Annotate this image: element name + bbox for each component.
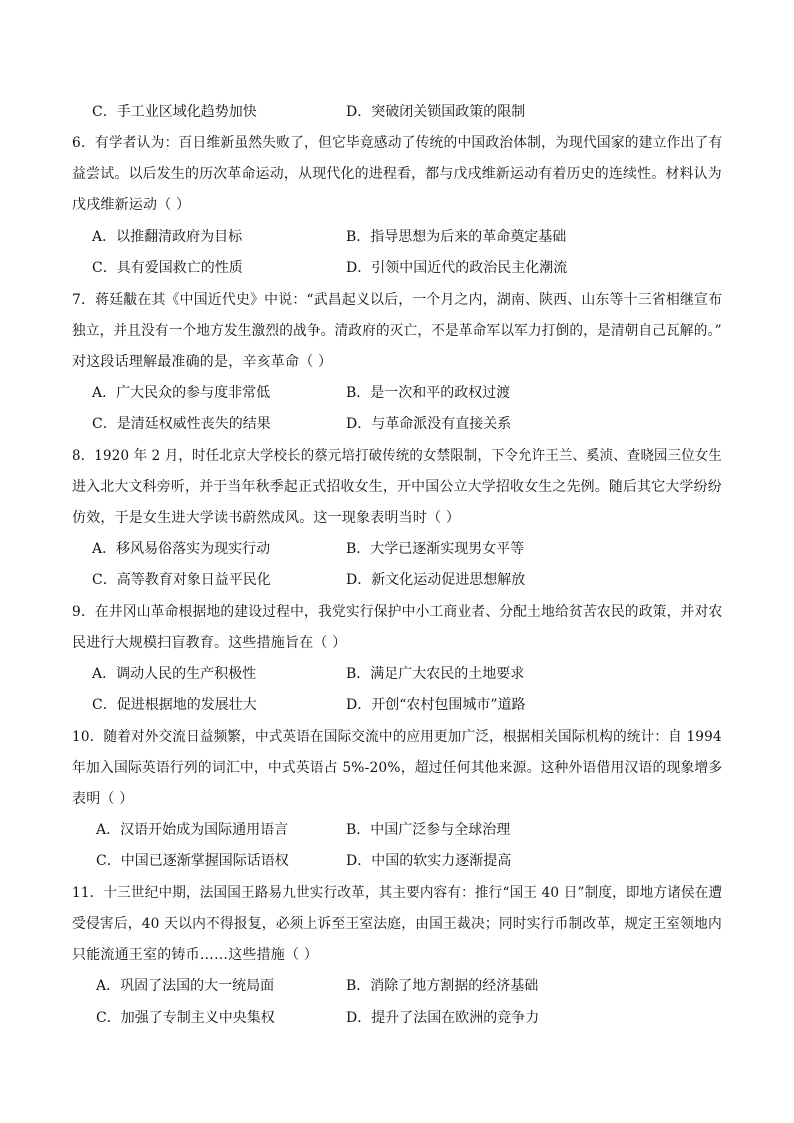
q10-option-b[interactable]: B．中国广泛参与全球治理 [346, 822, 511, 838]
q6-option-d[interactable]: D．引领中国近代的政治民主化潮流 [346, 260, 568, 276]
q6-option-b[interactable]: B．指导思想为后来的革命奠定基础 [346, 229, 567, 245]
q9-option-b[interactable]: B．满足广大农民的土地要求 [346, 666, 525, 682]
q6-option-c[interactable]: C．具有爱国救亡的性质 [92, 260, 243, 276]
q11-option-b[interactable]: B．消除了地方割据的经济基础 [346, 978, 539, 994]
q10-option-a[interactable]: A．汉语开始成为国际通用语言 [96, 822, 289, 838]
q9-stem-line-1: 9．在井冈山革命根据地的建设过程中，我党实行保护中小工商业者、分配土地给贫苦农民的政策，并对农 [72, 604, 723, 620]
q11-stem-line-1: 11．十三世纪中期，法国国王路易九世实行改革，其主要内容有：推行“国王 40 日”制度，即地方诸侯在遭 [72, 885, 723, 901]
q11-option-d[interactable]: D．提升了法国在欧洲的竞争力 [346, 1010, 540, 1026]
q10-option-d[interactable]: D．中国的软实力逐渐提高 [346, 853, 512, 869]
q8-stem-line-2: 进入北大文科旁听，并于当年秋季起正式招收女生，开中国公立大学招收女生之先例。随后其它大学纷纷 [72, 479, 722, 495]
q9-option-d[interactable]: D．开创“农村包围城市”道路 [346, 697, 526, 713]
q5-option-c[interactable]: C．手工业区域化趋势加快 [92, 104, 257, 120]
q10-option-c[interactable]: C．中国已逐渐掌握国际话语权 [96, 853, 289, 869]
q8-stem-line-3: 仿效，于是女生进大学读书蔚然成风。这一现象表明当时（ ） [72, 510, 461, 526]
q5-option-d[interactable]: D．突破闭关锁国政策的限制 [346, 104, 526, 120]
q10-stem-line-1: 10．随着对外交流日益频繁，中式英语在国际交流中的应用更加广泛，根据相关国际机构的统计：自 1994 [72, 729, 722, 745]
q7-option-b[interactable]: B．是一次和平的政权过渡 [346, 385, 511, 401]
q6-option-a[interactable]: A．以推翻清政府为目标 [92, 229, 243, 245]
q10-stem-line-3: 表明（ ） [72, 791, 134, 807]
q8-option-b[interactable]: B．大学已逐渐实现男女平等 [346, 541, 525, 557]
q9-option-c[interactable]: C．促进根据地的发展壮大 [92, 697, 257, 713]
q8-option-c[interactable]: C．高等教育对象日益平民化 [92, 572, 271, 588]
q6-stem-line-1: 6．有学者认为：百日维新虽然失败了，但它毕竟感动了传统的中国政治体制，为现代国家的建立作出了有 [72, 135, 723, 151]
q6-stem-line-3: 戊戌维新运动（ ） [72, 197, 191, 213]
q7-stem-line-2: 独立，并且没有一个地方发生激烈的战争。清政府的灭亡，不是革命军以军力打倒的，是清朝自己瓦解的。” [72, 323, 722, 339]
q8-option-a[interactable]: A．移风易俗落实为现实行动 [92, 541, 271, 557]
q11-stem-line-2: 受侵害后，40 天以内不得报复，必须上诉至王室法庭，由国王裁决；同时实行币制改革，规定王室领地内 [72, 916, 722, 932]
q6-stem-line-2: 益尝试。以后发生的历次革命运动，从现代化的进程看，都与戊戌维新运动有着历史的连续性。材料认为 [72, 166, 722, 182]
q11-stem-line-3: 只能流通王室的铸币……这些措施（ ） [72, 947, 319, 963]
q10-stem-line-2: 年加入国际英语行列的词汇中，中式英语占 5%-20%，超过任何其他来源。这种外语借用汉语的现象增多 [72, 760, 723, 776]
q11-option-a[interactable]: A．巩固了法国的大一统局面 [96, 978, 275, 994]
q8-option-d[interactable]: D．新文化运动促进思想解放 [346, 572, 526, 588]
q7-stem-line-3: 对这段话理解最准确的是，辛亥革命（ ） [72, 354, 333, 370]
q7-option-a[interactable]: A．广大民众的参与度非常低 [92, 385, 271, 401]
q9-option-a[interactable]: A．调动人民的生产积极性 [92, 666, 257, 682]
q7-stem-line-1: 7．蒋廷黻在其《中国近代史》中说：“武昌起义以后，一个月之内，湖南、陕西、山东等十三省相继宣布 [72, 292, 723, 308]
q9-stem-line-2: 民进行大规模扫盲教育。这些措施旨在（ ） [72, 635, 347, 651]
q11-option-c[interactable]: C．加强了专制主义中央集权 [96, 1010, 275, 1026]
q7-option-d[interactable]: D．与革命派没有直接关系 [346, 416, 512, 432]
q7-option-c[interactable]: C．是清廷权威性丧失的结果 [92, 416, 271, 432]
q8-stem-line-1: 8．1920 年 2 月，时任北京大学校长的蔡元培打破传统的女禁限制，下令允许王兰、奚浈、查晓园三位女生 [72, 448, 722, 464]
